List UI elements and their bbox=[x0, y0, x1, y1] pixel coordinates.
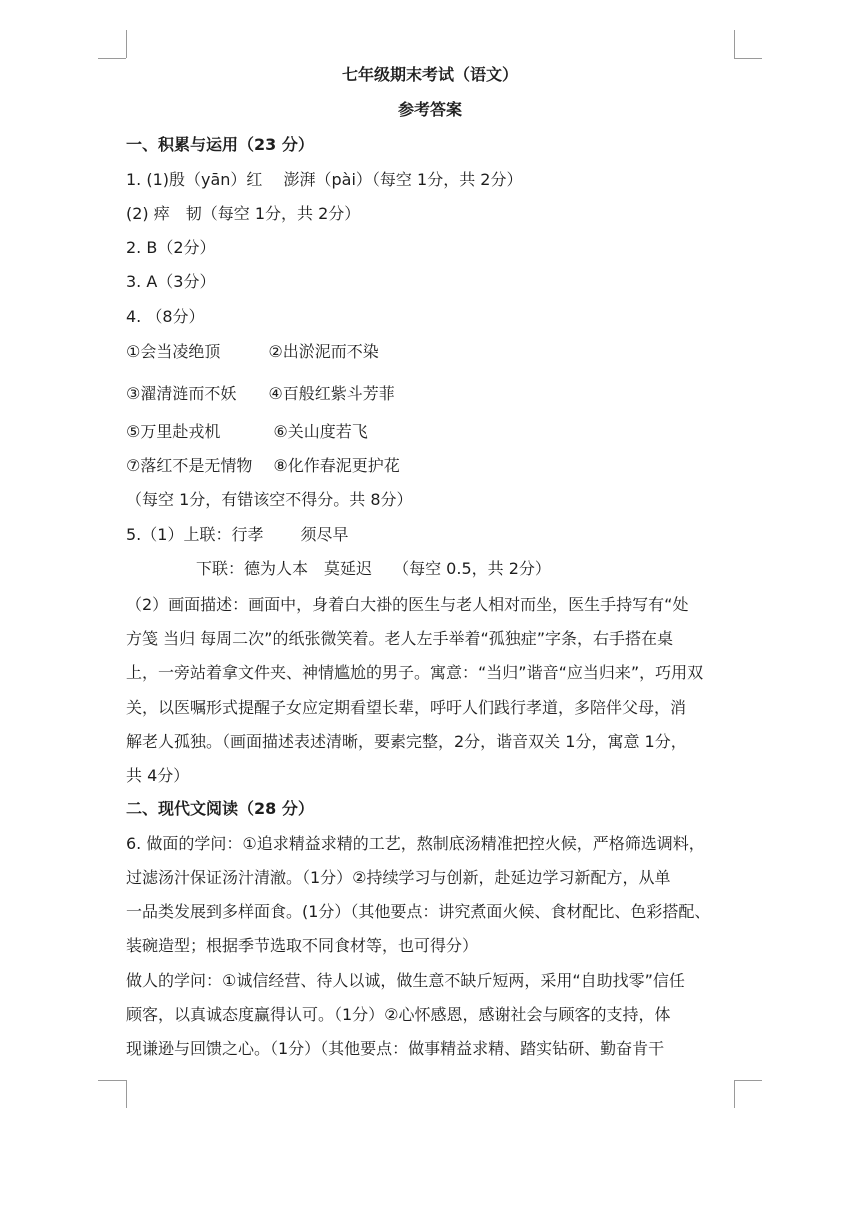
answer-line: ③濯清涟而不妖 ④百般红紫斗芳菲 bbox=[126, 384, 395, 403]
answer-line: ⑦落红不是无情物 ⑧化作春泥更护花 bbox=[126, 456, 400, 475]
answer-line: 上，一旁站着拿文件夹、神情尴尬的男子。寓意：“当归”谐音“应当归来”，巧用双 bbox=[126, 663, 704, 682]
section-heading-1: 一、积累与运用（23 分） bbox=[126, 135, 314, 154]
page-title: 七年级期末考试（语文） bbox=[341, 65, 518, 84]
answer-line: 顾客，以真诚态度赢得认可。（1分）②心怀感恩，感谢社会与顾客的支持，体 bbox=[126, 1005, 671, 1024]
answer-line: 过滤汤汁保证汤汁清澈。（1分）②持续学习与创新，赴延边学习新配方，从单 bbox=[126, 868, 671, 887]
section-heading-2: 二、现代文阅读（28 分） bbox=[126, 799, 314, 818]
answer-line: 做人的学问：①诚信经营、待人以诚，做生意不缺斤短两，采用“自助找零”信任 bbox=[126, 971, 685, 990]
answer-line: 现谦逊与回馈之心。（1分）（其他要点：做事精益求精、踏实钻研、勤奋肯干 bbox=[126, 1039, 665, 1058]
answer-line: (2) 瘁 韧（每空 1分，共 2分） bbox=[126, 204, 361, 223]
answer-line: 1. (1)殷（yān）红 澎湃（pài）（每空 1分，共 2分） bbox=[126, 170, 523, 189]
answer-line: 方笺 当归 每周二次”的纸张微笑着。老人左手举着“孤独症”字条，右手搭在桌 bbox=[126, 629, 674, 648]
answer-line: （2）画面描述：画面中，身着白大褂的医生与老人相对而坐，医生手持写有“处 bbox=[126, 595, 689, 614]
page-subtitle: 参考答案 bbox=[397, 100, 462, 119]
answer-line: 解老人孤独。（画面描述表述清晰，要素完整，2分，谐音双关 1分，寓意 1分， bbox=[126, 732, 687, 751]
answer-line: 共 4分） bbox=[126, 766, 190, 785]
answer-line: 2. B（2分） bbox=[126, 238, 216, 257]
answer-line: ⑤万里赴戎机 ⑥关山度若飞 bbox=[126, 422, 368, 441]
answer-line: 一品类发展到多样面食。(1分）（其他要点：讲究煮面火候、食材配比、色彩搭配、 bbox=[126, 902, 711, 921]
answer-line: 5.（1）上联：行孝 须尽早 bbox=[126, 525, 349, 544]
answer-line: 关，以医嘱形式提醒子女应定期看望长辈，呼吁人们践行孝道，多陪伴父母，消 bbox=[126, 698, 687, 717]
answer-line: 装碗造型；根据季节选取不同食材等，也可得分） bbox=[126, 936, 479, 955]
answer-line: 3. A（3分） bbox=[126, 272, 216, 291]
answer-line: 下联：德为人本 莫延迟 （每空 0.5，共 2分） bbox=[196, 559, 551, 578]
answer-line: 6. 做面的学问：①追求精益求精的工艺，熬制底汤精准把控火候，严格筛选调料， bbox=[126, 834, 705, 853]
answer-line: ①会当凌绝顶 ②出淤泥而不染 bbox=[126, 342, 379, 361]
answer-line: （每空 1分，有错该空不得分。共 8分） bbox=[126, 490, 413, 509]
answer-line: 4. （8分） bbox=[126, 307, 205, 326]
